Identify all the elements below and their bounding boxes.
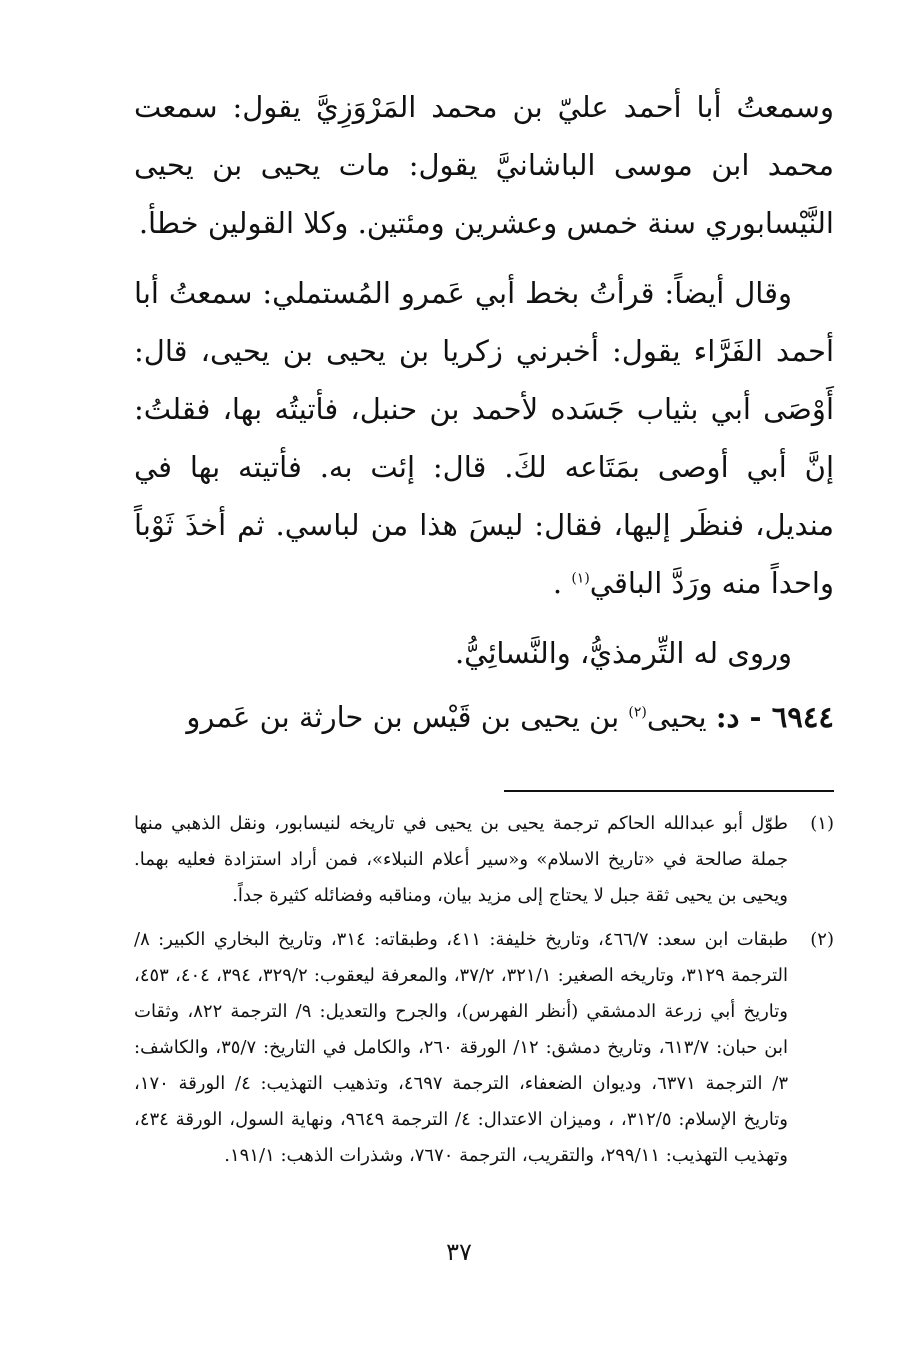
paragraph-2-text: وقال أيضاً: قرأتُ بخط أبي عَمرو المُستملي: سمعتُ أبا أحمد الفَرَّاء يقول: أخبرني زكريا بن يحيى بن يحيى، قال: أَوْصَى أبي بثياب جَسَده لأحمد بن حنبل، فأتيتُه بها، فقلتُ: إنَّ أبي أوصى بمَتَاعه لكَ. قال: إئت به. فأتيته بها في منديل، فنظَر إليها، فقال: ليسَ هذا من لباسي. ثم أخذَ ثَوْباً واحداً منه ورَدَّ الباقي: [134, 276, 834, 600]
footnote-divider: [504, 790, 834, 792]
footnote-ref-1[interactable]: (١): [571, 570, 590, 587]
paragraph-2-end: .: [552, 566, 563, 600]
main-text: [134, 78, 834, 746]
entry-lineage: بن يحيى بن قَيْس بن حارثة بن عَمرو: [186, 700, 620, 734]
paragraph-2: [134, 264, 834, 612]
entry-number: ٦٩٤٤ - د:: [715, 700, 834, 734]
footnote-mark: (٢): [810, 929, 834, 950]
footnote-1: [134, 806, 834, 914]
entry-name: يحيى: [646, 700, 707, 734]
footnote-text: طوّل أبو عبدالله الحاكم ترجمة يحيى بن يحيى في تاريخه لنيسابور، ونقل الذهبي منها جملة صالحة في «تاريخ الاسلام» و«سير أعلام النبلاء»، فمن أراد استزادة فعليه بهما. ويحيى بن يحيى ثقة جبل لا يحتاج إلى مزيد بيان، ومناقبه وفضائله كثيرة جداً.: [134, 813, 788, 906]
footnote-2: [134, 922, 834, 1174]
footnote-ref-2[interactable]: (٢): [628, 704, 647, 721]
paragraph-3: وروى له التِّرمذيُّ، والنَّسائِيُّ.: [454, 636, 792, 670]
footnotes: [134, 806, 834, 1174]
biography-entry-heading: [134, 688, 834, 746]
page-number: ٣٧: [446, 1238, 472, 1266]
footnote-text: طبقات ابن سعد: ٤٦٦/٧، وتاريخ خليفة: ٤١١، وطبقاته: ٣١٤، وتاريخ البخاري الكبير: ٨/ الترجمة ٣١٢٩، وتاريخه الصغير: ٣٢١/١، ٣٧/٢، والمعرفة ليعقوب: ٣٢٩/٢، ٣٩٤، ٤٠٤، ٤٥٣، وتاريخ أبي زرعة الدمشقي (أنظر الفهرس)، والجرح والتعديل: ٩/ الترجمة ٨٢٢، وثقات ابن حبان: ٦١٣/٧، وتاريخ دمشق: ١٢/ الورقة ٢٦٠، والكامل في التاريخ: ٣٥/٧، والكاشف: ٣/ الترجمة ٦٣٧١، وديوان الضعفاء، الترجمة ٤٦٩٧، وتذهيب التهذيب: ٤/ الورقة ١٧٠، وتاريخ الإسلام: ٣١٢/٥، ، وميزان الاعتدال: ٤/ الترجمة ٩٦٤٩، ونهاية السول، الورقة ٤٣٤، وتهذيب التهذيب: ٢٩٩/١١، والتقريب، الترجمة ٧٦٧٠، وشذرات الذهب: ١٩١/١.: [134, 929, 789, 1166]
paragraph-1: وسمعتُ أبا أحمد عليّ بن محمد المَرْوَزِيَّ يقول: سمعت محمد ابن موسى الباشانيَّ يقول: مات يحيى بن يحيى النَّيْسابوري سنة خمس وعشرين ومئتين. وكلا القولين خطأ.: [134, 90, 834, 240]
footnote-mark: (١): [810, 813, 834, 834]
